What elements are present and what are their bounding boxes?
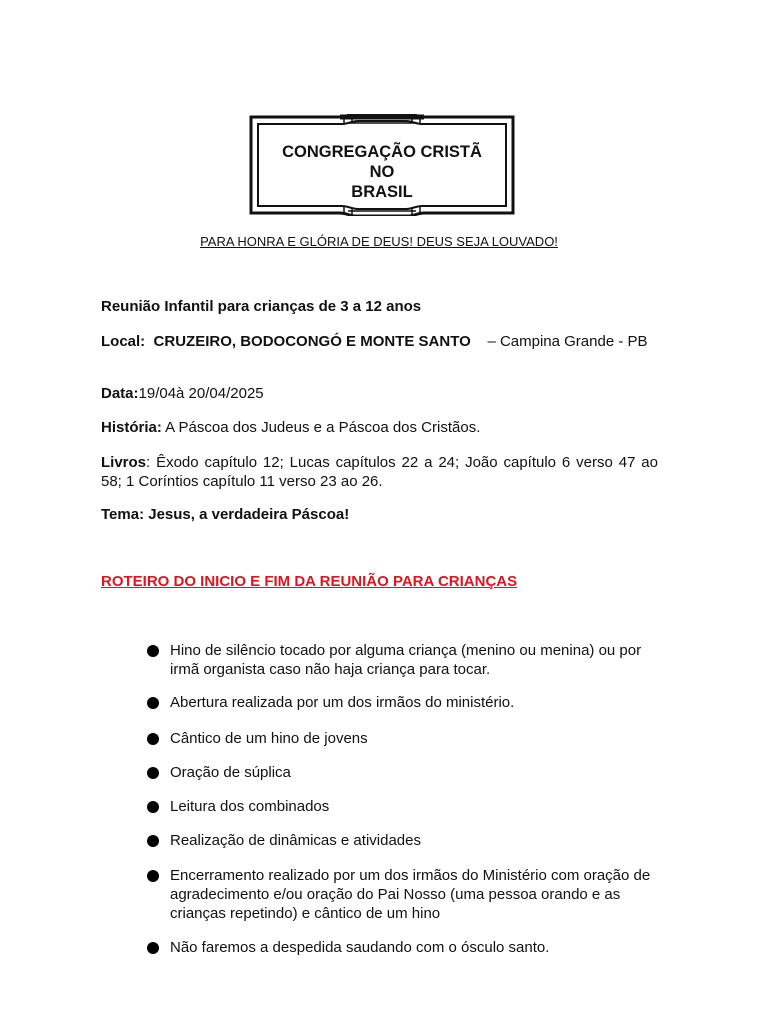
bullet-icon bbox=[147, 697, 159, 709]
local-places: CRUZEIRO, BODOCONGÓ E MONTE SANTO bbox=[153, 333, 471, 350]
bullet-icon bbox=[147, 801, 159, 813]
local-city: – Campina Grande - PB bbox=[487, 333, 648, 350]
logo-line-1: CONGREGAÇÃO CRISTÃ bbox=[282, 143, 482, 161]
bullet-icon bbox=[147, 767, 159, 779]
books-line bbox=[101, 453, 658, 491]
bullet-icon bbox=[147, 870, 159, 882]
logo-line-2: NO bbox=[369, 163, 395, 181]
theme-line: Tema: Jesus, a verdadeira Páscoa! bbox=[101, 506, 350, 523]
bullet-icon bbox=[147, 942, 159, 954]
date-label: Data: bbox=[101, 385, 139, 402]
list-item: Abertura realizada por um dos irmãos do ministério. bbox=[170, 693, 662, 712]
bullet-icon bbox=[147, 835, 159, 847]
list-item: Leitura dos combinados bbox=[170, 797, 662, 816]
logo-line-3: BRASIL bbox=[351, 183, 413, 201]
date-line bbox=[101, 384, 658, 403]
books-label: Livros bbox=[101, 454, 147, 471]
list-item: Cântico de um hino de jovens bbox=[170, 729, 662, 748]
local-label: Local: bbox=[101, 333, 146, 350]
bullet-icon bbox=[147, 733, 159, 745]
books-value: : Êxodo capítulo 12; Lucas capítulos 22 a 24; João capítulo 6 verso 47 ao 58; 1 Coríntios capítulo 11 verso 23 ao 26. bbox=[101, 454, 658, 490]
date-value: 19/04à 20/04/2025 bbox=[138, 385, 264, 402]
ccb-logo bbox=[248, 114, 516, 216]
list-item: Encerramento realizado por um dos irmãos do Ministério com oração de agradecimento e/ou oração do Pai Nosso (uma pessoa orando e as crianças repetindo) e cântico de um hino bbox=[170, 866, 662, 923]
meeting-heading: Reunião Infantil para crianças de 3 a 12 anos bbox=[101, 298, 422, 315]
local-line bbox=[101, 332, 658, 351]
story-label: História: bbox=[101, 419, 162, 436]
list-item: Oração de súplica bbox=[170, 763, 662, 782]
list-item: Não faremos a despedida saudando com o ósculo santo. bbox=[170, 938, 662, 957]
story-value: A Páscoa dos Judeus e a Páscoa dos Cristãos. bbox=[161, 419, 481, 436]
list-item: Realização de dinâmicas e atividades bbox=[170, 831, 662, 850]
list-item: Hino de silêncio tocado por alguma criança (menino ou menina) ou por irmã organista caso não haja criança para tocar. bbox=[170, 641, 662, 679]
roteiro-title: ROTEIRO DO INICIO E FIM DA REUNIÃO PARA CRIANÇAS bbox=[101, 573, 518, 590]
motto: PARA HONRA E GLÓRIA DE DEUS! DEUS SEJA LOUVADO! bbox=[200, 234, 558, 249]
bullet-icon bbox=[147, 645, 159, 657]
story-line bbox=[101, 418, 658, 437]
